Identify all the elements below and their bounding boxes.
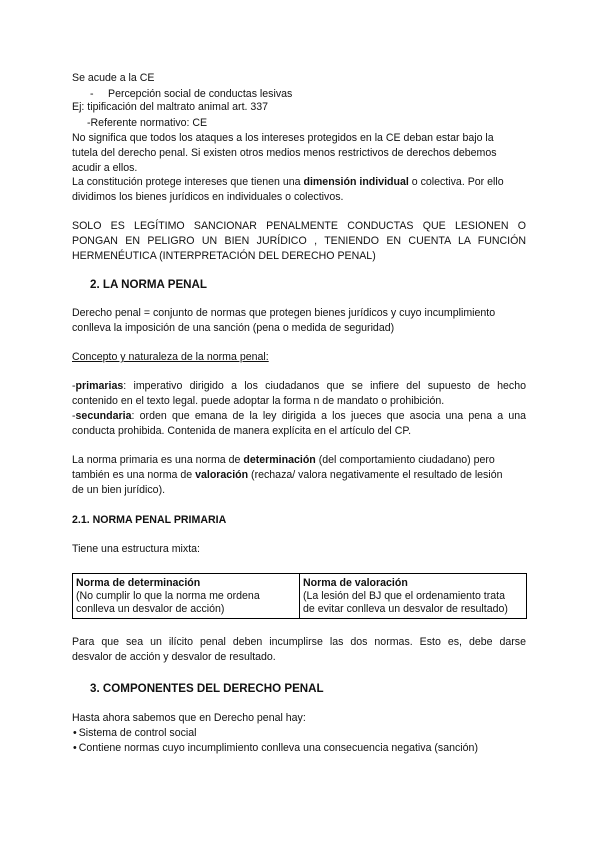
table-cell-determinacion: [73, 574, 300, 619]
dash: -: [72, 380, 76, 392]
subheading-concepto: Concepto y naturaleza de la norma penal:: [72, 351, 269, 363]
caps-statement-line: HERMENÉUTICA (INTERPRETACIÓN DEL DERECHO PENAL): [72, 250, 376, 262]
caps-statement-line: SOLO ES LEGÍTIMO SANCIONAR PENALMENTE CONDUCTAS QUE LESIONEN O: [72, 220, 526, 232]
secundaria-line: [72, 410, 526, 423]
cell-text: conlleva un desvalor de acción): [76, 603, 225, 615]
subsection-heading: 2.1. NORMA PENAL PRIMARIA: [72, 514, 227, 526]
definition-line: conlleva la imposición de una sanción (pena o medida de seguridad): [72, 322, 395, 334]
bold-term: determinación: [243, 454, 316, 466]
text-run: también es una norma de: [72, 469, 196, 481]
cell-title: Norma de determinación: [76, 577, 201, 589]
cell-text: de evitar conlleva un desvalor de resultado): [303, 603, 508, 615]
para-ataques-line: acudir a ellos.: [72, 162, 138, 174]
text-run: (del comportamiento ciudadano) pero: [315, 454, 495, 466]
text-run: (rechaza/ valora negativamente el resultado de lesión: [248, 469, 503, 481]
para-ataques-line: No significa que todos los ataques a los intereses protegidos en la CE deban estar bajo la: [72, 132, 494, 144]
norma-primaria-line: de un bien jurídico).: [72, 484, 166, 496]
para-constitucion-line: [72, 176, 504, 189]
definition-line: Derecho penal = conjunto de normas que protegen bienes jurídicos y cuyo incumplimiento: [72, 307, 496, 319]
primarias-line: [72, 380, 526, 393]
text-run: La norma primaria es una norma de: [72, 454, 244, 466]
table-row: [73, 574, 527, 619]
intro-bullet-dash: -: [90, 88, 94, 100]
text-run: La constitución protege intereses que tienen una: [72, 176, 304, 188]
caps-statement-line: PONGAN EN PELIGRO UN BIEN JURÍDICO , TENIENDO EN CUENTA LA FUNCIÓN: [72, 235, 526, 247]
bold-term: valoración: [195, 469, 249, 481]
text-run: o colectiva. Por ello: [408, 176, 504, 188]
section-heading: 2. LA NORMA PENAL: [90, 278, 208, 291]
dash: -: [72, 410, 76, 422]
estructura-line: Tiene una estructura mixta:: [72, 543, 200, 555]
primarias-line: contenido en el texto legal. puede adoptar la forma n de mandato o prohibición.: [72, 395, 445, 407]
text-run: : orden que emana de la ley dirigida a los jueces que asocia una pena a una: [131, 410, 526, 422]
list-item: • Sistema de control social: [73, 727, 196, 740]
text-run: : imperativo dirigido a los ciudadanos que se infiere del supuesto de hecho: [123, 380, 526, 392]
para-constitucion-line: dividimos los bienes jurídicos en individuales o colectivos.: [72, 191, 344, 203]
secundaria-line: conducta prohibida. Contenida de manera explícita en el artículo del CP.: [72, 425, 412, 437]
norma-primaria-line: [72, 469, 503, 482]
intro-example: Ej: tipificación del maltrato animal art. 337: [72, 101, 269, 113]
ilicito-line: desvalor de acción y desvalor de resultado.: [72, 651, 276, 663]
norma-primaria-line: [72, 454, 495, 467]
table-cell-valoracion: [300, 574, 527, 619]
intro-referente: -Referente normativo: CE: [87, 117, 208, 129]
ilicito-line: Para que sea un ilícito penal deben incumplirse las dos normas. Esto es, debe darse: [72, 636, 526, 648]
section-heading: 3. COMPONENTES DEL DERECHO PENAL: [90, 682, 324, 695]
intro-line: Se acude a la CE: [72, 72, 155, 84]
intro-bullet-text: Percepción social de conductas lesivas: [108, 88, 293, 100]
bold-term: dimensión individual: [303, 176, 409, 188]
para-ataques-line: tutela del derecho penal. Si existen otros medios menos restrictivos de derechos debemos: [72, 147, 497, 159]
cell-title: Norma de valoración: [303, 577, 408, 589]
list-item: • Contiene normas cuyo incumplimiento conlleva una consecuencia negativa (sanción): [73, 742, 478, 755]
cell-text: (No cumplir lo que la norma me ordena: [76, 590, 260, 602]
bold-term: secundaria: [75, 410, 132, 422]
cell-text: (La lesión del BJ que el ordenamiento trata: [303, 590, 505, 602]
bold-term: primarias: [75, 380, 124, 392]
componentes-intro: Hasta ahora sabemos que en Derecho penal hay:: [72, 712, 306, 724]
norma-table: [72, 573, 527, 619]
